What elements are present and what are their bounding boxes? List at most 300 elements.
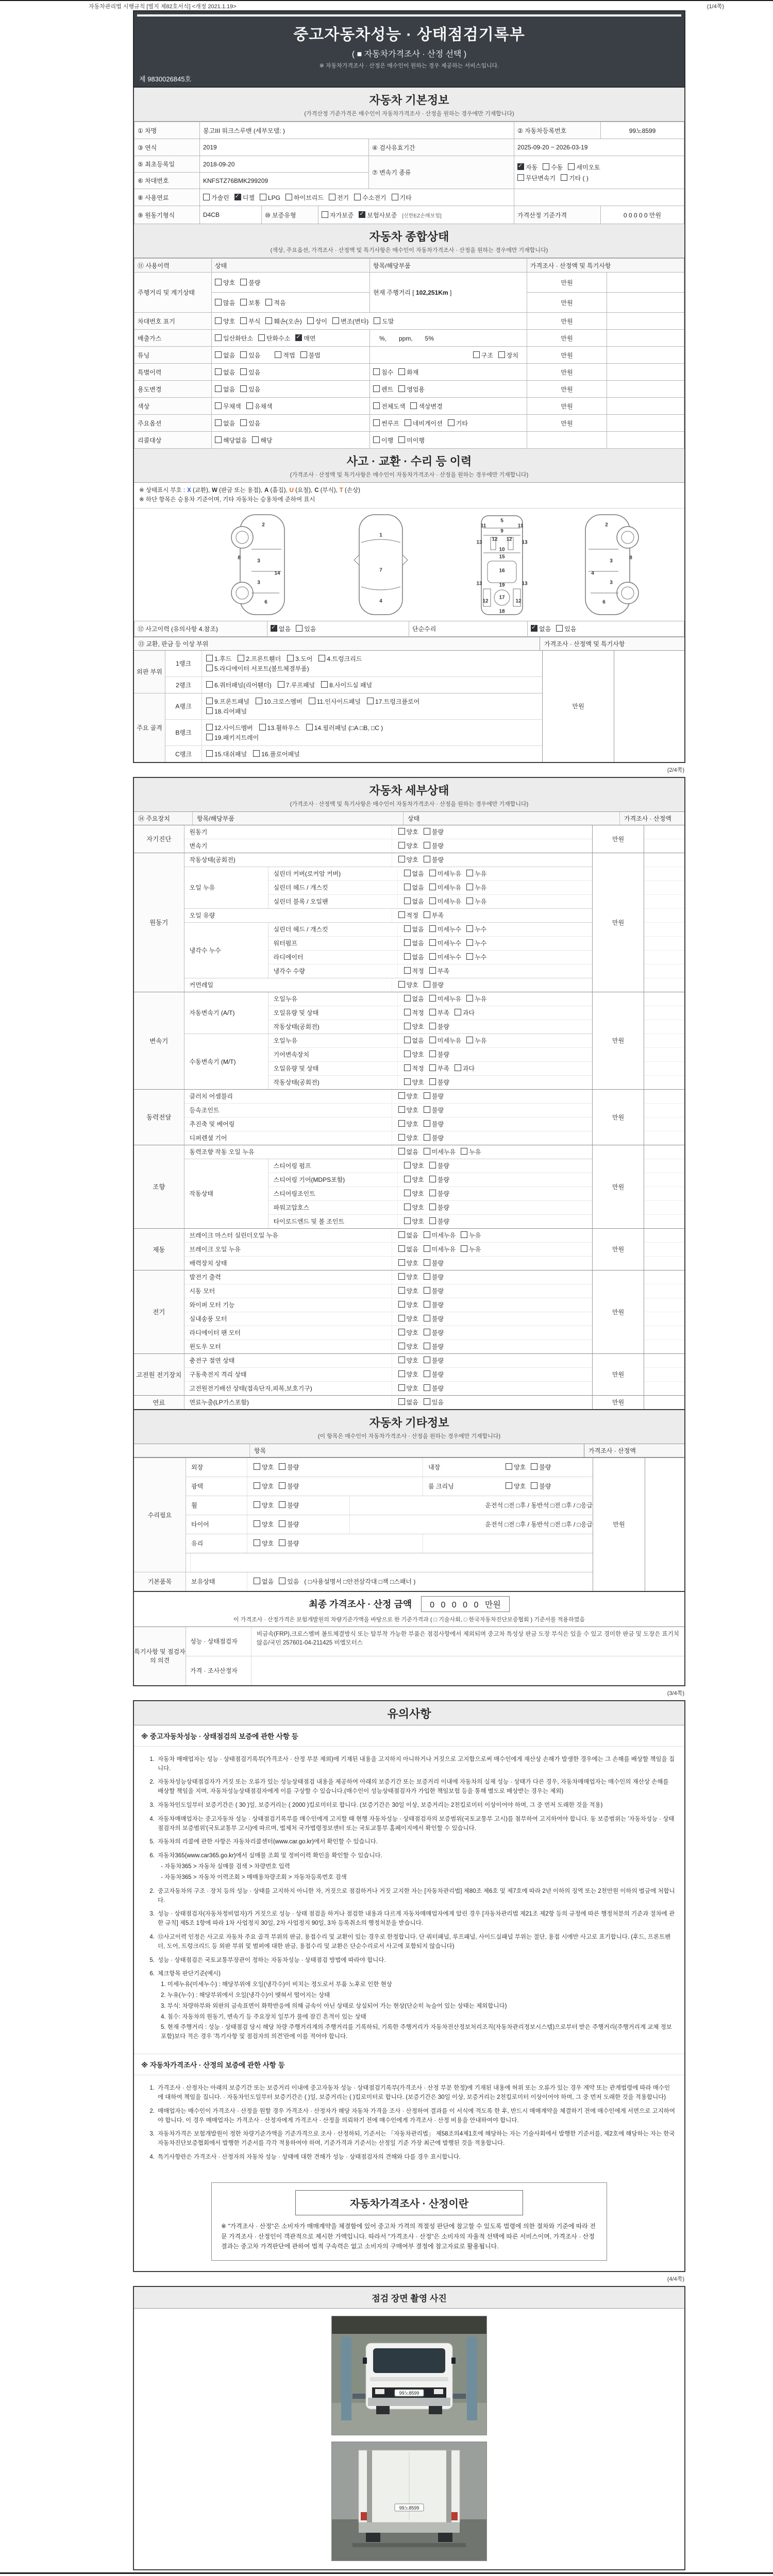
panel-item-label: 18.리어패널 — [214, 707, 247, 715]
checkbox-icon[interactable] — [466, 884, 473, 890]
checkbox-label: 있음 — [248, 419, 261, 427]
checkbox-icon[interactable] — [373, 368, 380, 375]
checkbox-icon[interactable] — [429, 939, 436, 946]
state-option — [215, 318, 235, 325]
checkbox-icon[interactable] — [206, 681, 213, 688]
checkbox-icon[interactable] — [424, 1134, 430, 1141]
checkbox-icon[interactable] — [429, 953, 436, 960]
device-item-row — [184, 1340, 592, 1353]
checkbox-label: 미세누수 — [437, 953, 462, 961]
checkbox-icon[interactable] — [429, 1037, 436, 1043]
checkbox-label: 불량 — [431, 1106, 444, 1114]
checkbox-icon[interactable] — [410, 402, 417, 409]
checkbox-icon[interactable] — [424, 1120, 430, 1127]
repair-item-label: 휠 — [186, 1496, 247, 1515]
panel-item-label: 11.인사이드패널 — [316, 698, 361, 705]
device-group — [134, 1229, 684, 1270]
checkbox-icon[interactable] — [543, 163, 549, 170]
notice-item — [143, 2130, 675, 2148]
checkbox-icon[interactable] — [252, 436, 259, 443]
checkbox-icon[interactable] — [265, 317, 272, 324]
checkbox-icon[interactable] — [215, 279, 222, 285]
checkbox-icon[interactable] — [322, 211, 328, 218]
state-option — [398, 1301, 418, 1309]
notice-item-text: 자동차매매업자는 중고자동차 성능 · 상태점검기록부를 매수인에게 고지할 때 현행 자동차성능 · 상태점검자의 보증범위(국토교통부 고시)를 첨부하여 고지하여야 합니다. 동 보증범위는 '자동차성능 · 상태점검자의 보증범위'(국토교통부 고시)에 따르며, 법제처 국가법령정보센터 또는 국토교통부 홈페이지에서 확인할 수 있습니다. — [158, 1816, 675, 1832]
state-option — [398, 1148, 418, 1156]
checkbox-label: 양호 — [412, 1162, 424, 1170]
fuel-options — [200, 189, 514, 206]
checkbox-icon[interactable] — [234, 194, 241, 200]
checkbox-icon[interactable] — [466, 925, 473, 932]
checkbox-icon[interactable] — [429, 1064, 436, 1071]
checkbox-label: 양호 — [406, 856, 418, 863]
checkbox-icon[interactable] — [424, 981, 430, 988]
checkbox-icon[interactable] — [506, 1482, 512, 1489]
checkbox-icon[interactable] — [429, 1176, 436, 1182]
checkbox-icon[interactable] — [206, 655, 213, 662]
checkbox-icon[interactable] — [461, 1148, 467, 1155]
checkbox-icon[interactable] — [254, 1578, 260, 1584]
checkbox-icon[interactable] — [404, 1078, 411, 1085]
checkbox-icon[interactable] — [424, 1287, 430, 1294]
checkbox-icon[interactable] — [373, 436, 380, 443]
checkbox-icon[interactable] — [404, 1217, 411, 1224]
checkbox-icon[interactable] — [424, 1092, 430, 1099]
checkbox-icon[interactable] — [254, 1463, 260, 1470]
label-warranty-type: ⑩ 보증유형 — [262, 206, 318, 224]
device-item-row — [268, 881, 592, 895]
checkbox-label: 부족 — [437, 1064, 449, 1072]
checkbox-icon[interactable] — [329, 194, 335, 200]
device-price-cell: 만원 — [592, 1090, 644, 1145]
repair-row — [186, 1496, 593, 1515]
checkbox-icon[interactable] — [429, 1078, 436, 1085]
panel-item-label: 17.트렁크플로어 — [375, 698, 420, 705]
price-cell: 만원 — [527, 398, 607, 415]
checkbox-icon[interactable] — [240, 299, 247, 306]
checkbox-icon[interactable] — [398, 1287, 405, 1294]
checkbox-icon[interactable] — [448, 419, 455, 426]
checkbox-icon[interactable] — [253, 750, 260, 757]
label-model-year: ③ 연식 — [135, 139, 200, 156]
checkbox-icon[interactable] — [429, 870, 436, 876]
state-option — [271, 625, 291, 633]
checkbox-icon[interactable] — [215, 402, 222, 409]
checkbox-icon[interactable] — [240, 419, 247, 426]
checkbox-icon[interactable] — [455, 1064, 461, 1071]
checkbox-icon[interactable] — [404, 953, 411, 960]
state-option — [398, 1274, 418, 1281]
status-code-legend — [134, 483, 684, 509]
checkbox-icon[interactable] — [398, 1231, 405, 1238]
checkbox-label: 가솔린 — [211, 194, 229, 201]
checkbox-label: 불량 — [437, 1162, 449, 1170]
checkbox-icon[interactable] — [424, 1357, 430, 1363]
checkbox-icon[interactable] — [506, 1463, 512, 1470]
checkbox-icon[interactable] — [404, 1023, 411, 1029]
special-history-label: 특별이력 — [135, 364, 212, 381]
title-bar-stripe — [137, 14, 681, 16]
checkbox-icon[interactable] — [398, 828, 405, 835]
checkbox-icon[interactable] — [429, 884, 436, 890]
checkbox-icon[interactable] — [246, 402, 253, 409]
checkbox-label: 불법 — [308, 351, 321, 359]
panel-number: 4 — [591, 570, 594, 577]
checkbox-label: 불량 — [287, 1501, 299, 1509]
checkbox-icon[interactable] — [215, 351, 222, 358]
checkbox-icon[interactable] — [398, 911, 405, 918]
checkbox-icon[interactable] — [404, 1009, 411, 1015]
color-label: 색상 — [135, 398, 212, 415]
checkbox-icon[interactable] — [254, 1501, 260, 1508]
checkbox-icon[interactable] — [424, 1273, 430, 1280]
checkbox-icon[interactable] — [258, 334, 265, 341]
checkbox-icon[interactable] — [398, 1148, 405, 1155]
checkbox-icon[interactable] — [206, 707, 213, 714]
device-item-label: 브레이크 오일 누유 — [184, 1243, 392, 1256]
checkbox-icon[interactable] — [240, 385, 247, 392]
checkbox-icon[interactable] — [256, 698, 262, 704]
checkbox-icon[interactable] — [398, 1301, 405, 1308]
legend-desc: (교환), — [192, 487, 210, 494]
checkbox-icon[interactable] — [279, 1520, 285, 1527]
checkbox-icon[interactable] — [455, 1009, 461, 1015]
device-item-label: 스티어링 펌프 — [268, 1159, 398, 1173]
checkbox-icon[interactable] — [517, 163, 524, 170]
checkbox-icon[interactable] — [424, 911, 430, 918]
checkbox-icon[interactable] — [300, 351, 307, 358]
notice-item-text: 자동차인도일부터 보증기간은 ( 30 )일, 보증거리는 ( 2000 )킬로미터로 합니다. (보증기간은 30일 이상, 보증거리는 2천킬로미터 이상이어야 하며, 그 중 먼저 도래한 것을 적용) — [158, 1802, 603, 1809]
state-option — [332, 318, 368, 325]
checkbox-icon[interactable] — [398, 1134, 405, 1141]
checkbox-icon[interactable] — [424, 1106, 430, 1113]
checkbox-icon[interactable] — [405, 419, 411, 426]
checkbox-icon[interactable] — [359, 211, 365, 218]
checkbox-icon[interactable] — [271, 625, 277, 632]
device-item-row — [184, 1284, 592, 1298]
device-item-label: 라디에이터 팬 모터 — [184, 1326, 392, 1340]
checkbox-icon[interactable] — [240, 317, 247, 324]
price-survey-note: ※ 자동차가격조사 · 산정은 매수인이 원하는 경우 제공하는 서비스입니다. — [319, 63, 499, 69]
emission-values: %, ppm, 5% — [370, 330, 527, 347]
device-item-label: 실내송풍 모터 — [184, 1312, 392, 1326]
checkbox-icon[interactable] — [568, 163, 575, 170]
state-option — [240, 386, 260, 393]
state-option — [429, 1204, 449, 1211]
state-option — [240, 318, 260, 325]
checkbox-icon[interactable] — [296, 625, 303, 632]
checkbox-icon[interactable] — [240, 279, 247, 285]
final-amount-unit: 만원 — [484, 1600, 501, 1609]
checkbox-icon[interactable] — [404, 967, 411, 974]
checkbox-label: 양호 — [406, 1357, 418, 1364]
checkbox-icon[interactable] — [424, 842, 430, 849]
checkbox-label: 누유 — [469, 1231, 481, 1239]
checkbox-icon[interactable] — [398, 385, 405, 392]
checkbox-icon[interactable] — [404, 1176, 411, 1182]
checkbox-label: 적정 — [406, 911, 418, 919]
checkbox-icon[interactable] — [275, 351, 281, 358]
checkbox-icon[interactable] — [215, 334, 222, 341]
note-cell — [607, 432, 684, 449]
checkbox-icon[interactable] — [206, 665, 213, 671]
checkbox-icon[interactable] — [429, 967, 436, 974]
checkbox-icon[interactable] — [466, 953, 473, 960]
checkbox-icon[interactable] — [424, 1329, 430, 1335]
checkbox-icon[interactable] — [306, 724, 313, 731]
checkbox-icon[interactable] — [517, 174, 524, 181]
checkbox-icon[interactable] — [424, 1398, 430, 1405]
checkbox-icon[interactable] — [332, 317, 339, 324]
checkbox-icon[interactable] — [240, 368, 247, 375]
checkbox-icon[interactable] — [498, 351, 505, 358]
checkbox-icon[interactable] — [265, 299, 272, 306]
checkbox-icon[interactable] — [254, 1539, 260, 1546]
device-item-label: 냉각수 수량 — [268, 964, 398, 978]
main-option-options — [212, 415, 370, 432]
checkbox-icon[interactable] — [404, 870, 411, 876]
device-note-cell — [644, 1187, 684, 1201]
checkbox-label: 없음 — [223, 351, 236, 359]
checkbox-icon[interactable] — [398, 856, 405, 862]
checkbox-icon[interactable] — [466, 870, 473, 876]
checkbox-icon[interactable] — [215, 419, 222, 426]
state-option — [429, 968, 449, 975]
checkbox-icon[interactable] — [279, 1578, 285, 1584]
rank-label: B랭크 — [165, 720, 202, 745]
checkbox-icon[interactable] — [367, 698, 374, 704]
checkbox-icon[interactable] — [279, 1501, 285, 1508]
checkbox-icon[interactable] — [287, 655, 294, 662]
checkbox-icon[interactable] — [206, 724, 213, 731]
checkbox-label: 없음 — [412, 884, 424, 891]
notice-item-text: 성능 · 상태점검은 국토교통부장관이 정하는 자동차성능 · 상태점검 방법에 따라야 합니다. — [158, 1957, 386, 1963]
checkbox-icon[interactable] — [279, 1463, 285, 1470]
checkbox-icon[interactable] — [466, 897, 473, 904]
checkbox-icon[interactable] — [404, 925, 411, 932]
mileage-label: 주행거리 및 계기상태 — [135, 273, 212, 313]
checkbox-icon[interactable] — [531, 1463, 537, 1470]
checkbox-icon[interactable] — [398, 1398, 405, 1405]
checkbox-icon[interactable] — [404, 1050, 411, 1057]
device-block — [184, 867, 592, 909]
panel-rank-table — [134, 650, 684, 762]
checkbox-icon[interactable] — [466, 939, 473, 946]
checkbox-label: 불량 — [431, 1370, 444, 1378]
checkbox-icon[interactable] — [404, 939, 411, 946]
panel-number: 13 — [476, 581, 482, 587]
checkbox-icon[interactable] — [429, 1217, 436, 1224]
checkbox-icon[interactable] — [404, 1190, 411, 1196]
checkbox-icon[interactable] — [203, 194, 210, 200]
checkbox-icon[interactable] — [260, 194, 266, 200]
checkbox-icon[interactable] — [404, 1162, 411, 1168]
state-option — [429, 926, 461, 933]
checkbox-icon[interactable] — [215, 317, 222, 324]
detail-subtitle: (가격조사 · 산정액 및 특기사항은 매수인이 자동차가격조사 · 산정을 원하는 경우에만 기재합니다) — [290, 801, 529, 807]
checkbox-icon[interactable] — [429, 925, 436, 932]
state-option — [254, 1521, 274, 1528]
checkbox-icon[interactable] — [424, 1231, 430, 1238]
checkbox-icon[interactable] — [215, 368, 222, 375]
checkbox-icon[interactable] — [307, 317, 314, 324]
checkbox-icon[interactable] — [215, 299, 222, 306]
checkbox-icon[interactable] — [373, 402, 380, 409]
checkbox-label: 전기 — [337, 194, 349, 201]
checkbox-icon[interactable] — [398, 1106, 405, 1113]
checkbox-icon[interactable] — [254, 1520, 260, 1527]
note-cell — [607, 381, 684, 398]
checkbox-icon[interactable] — [561, 174, 567, 181]
checkbox-label: 적정 — [412, 967, 424, 975]
checkbox-icon[interactable] — [424, 1301, 430, 1308]
device-note-cell — [644, 1270, 684, 1284]
checkbox-icon[interactable] — [206, 734, 213, 740]
checkbox-icon[interactable] — [398, 1273, 405, 1280]
checkbox-icon[interactable] — [398, 1245, 405, 1252]
checkbox-label: 불량 — [287, 1539, 299, 1547]
checkbox-icon[interactable] — [424, 1384, 430, 1391]
panel-item — [287, 655, 312, 663]
state-option — [398, 1329, 418, 1336]
checkbox-icon[interactable] — [279, 1539, 285, 1546]
panel-number: 12 — [506, 536, 512, 543]
checkbox-icon[interactable] — [254, 1482, 260, 1489]
checkbox-icon[interactable] — [404, 995, 411, 1002]
state-option — [275, 352, 295, 359]
accident-history-options — [267, 621, 409, 636]
checkbox-label: 불량 — [437, 1190, 449, 1197]
checkbox-label: 무단변속기 — [526, 174, 556, 182]
checkbox-icon[interactable] — [404, 884, 411, 890]
checkbox-icon[interactable] — [461, 1245, 467, 1252]
checkbox-icon[interactable] — [398, 981, 405, 988]
checkbox-icon[interactable] — [398, 1370, 405, 1377]
checkbox-icon[interactable] — [429, 1009, 436, 1015]
checkbox-icon[interactable] — [215, 385, 222, 392]
device-block — [184, 825, 592, 853]
checkbox-icon[interactable] — [354, 194, 361, 200]
checkbox-icon[interactable] — [466, 995, 473, 1002]
device-subgroup: 수동변속기 (M/T) — [184, 1034, 268, 1089]
checkbox-icon[interactable] — [404, 1204, 411, 1210]
form-regulation-ref: 자동차관리법 시행규칙 [별지 제82호서식] <개정 2021.1.19> — [89, 4, 237, 10]
panel-item — [206, 708, 247, 715]
repair-item-label: 외장 — [186, 1458, 247, 1477]
checkbox-icon[interactable] — [424, 856, 430, 862]
checkbox-icon[interactable] — [309, 698, 315, 704]
inspection-photo-rear — [331, 2442, 487, 2561]
checkbox-icon[interactable] — [429, 1190, 436, 1196]
device-note-cell — [644, 1131, 684, 1145]
checkbox-icon[interactable] — [398, 1259, 405, 1266]
device-note-cell — [644, 1396, 684, 1409]
device-item-label: 오일 유량 — [184, 909, 392, 922]
checkbox-icon[interactable] — [398, 1343, 405, 1349]
checkbox-icon[interactable] — [374, 317, 380, 324]
checkbox-icon[interactable] — [279, 1482, 285, 1489]
checkbox-label: 불량 — [431, 1315, 444, 1323]
checkbox-icon[interactable] — [398, 436, 405, 443]
checkbox-icon[interactable] — [398, 368, 405, 375]
state-option — [556, 625, 576, 633]
checkbox-icon[interactable] — [215, 436, 222, 443]
state-option — [279, 1540, 299, 1547]
checkbox-icon[interactable] — [259, 724, 266, 731]
checkbox-icon[interactable] — [278, 681, 284, 688]
checkbox-icon[interactable] — [429, 1204, 436, 1210]
checkbox-icon[interactable] — [424, 1315, 430, 1321]
repair-item-label: 광택 — [186, 1477, 247, 1496]
checkbox-icon[interactable] — [424, 1148, 430, 1155]
checkbox-icon[interactable] — [392, 194, 398, 200]
checkbox-icon[interactable] — [556, 625, 563, 632]
vin-mark-options — [212, 313, 527, 330]
checkbox-icon[interactable] — [238, 655, 244, 662]
value-engine-type: D4CB — [200, 206, 262, 224]
checkbox-icon[interactable] — [466, 1037, 473, 1043]
checkbox-icon[interactable] — [285, 194, 292, 200]
checkbox-icon[interactable] — [429, 995, 436, 1002]
checkbox-icon[interactable] — [398, 1384, 405, 1391]
checkbox-icon[interactable] — [295, 334, 302, 341]
checkbox-icon[interactable] — [404, 1037, 411, 1043]
checkbox-icon[interactable] — [318, 655, 325, 662]
checkbox-label: 적법 — [283, 351, 295, 359]
checkbox-icon[interactable] — [398, 1329, 405, 1335]
checkbox-icon[interactable] — [240, 351, 247, 358]
checkbox-label: 누수 — [475, 939, 487, 947]
page-indicator-3: (3/4쪽) — [667, 1690, 684, 1697]
checkbox-icon[interactable] — [398, 1357, 405, 1363]
panel-number: 8 — [238, 555, 241, 561]
checkbox-icon[interactable] — [531, 625, 537, 632]
checkbox-icon[interactable] — [398, 1092, 405, 1099]
checkbox-icon[interactable] — [404, 1064, 411, 1071]
legend-item — [288, 487, 313, 494]
checkbox-icon[interactable] — [398, 842, 405, 849]
checkbox-icon[interactable] — [424, 1259, 430, 1266]
checkbox-icon[interactable] — [373, 419, 380, 426]
checkbox-icon[interactable] — [424, 1245, 430, 1252]
accident-history-label: ⑫ 사고이력 (유의사항 4.참조) — [135, 621, 267, 636]
device-block — [184, 853, 592, 867]
checkbox-icon[interactable] — [429, 1162, 436, 1168]
device-subgroup: 자동변속기 (A/T) — [184, 992, 268, 1033]
checkbox-label: 양호 — [262, 1463, 274, 1471]
checkbox-icon[interactable] — [473, 351, 480, 358]
checkbox-icon[interactable] — [429, 897, 436, 904]
checkbox-icon[interactable] — [321, 681, 328, 688]
notice-item-text: 자동차의 리콜에 관한 사항은 자동차리콜센터(www.car.go.kr)에서 확인할 수 있습니다. — [158, 1839, 378, 1845]
checkbox-icon[interactable] — [206, 698, 213, 704]
checkbox-icon[interactable] — [424, 1343, 430, 1349]
checkbox-icon[interactable] — [531, 1482, 537, 1489]
current-mileage — [370, 273, 527, 313]
checkbox-icon[interactable] — [373, 385, 380, 392]
checkbox-icon[interactable] — [461, 1231, 467, 1238]
transmission-option — [517, 175, 556, 182]
checkbox-icon[interactable] — [429, 1050, 436, 1057]
checkbox-icon[interactable] — [398, 1315, 405, 1321]
checkbox-icon[interactable] — [206, 750, 213, 757]
checkbox-icon[interactable] — [424, 1370, 430, 1377]
checkbox-icon[interactable] — [404, 897, 411, 904]
checkbox-icon[interactable] — [424, 828, 430, 835]
car-damage-diagram — [141, 511, 677, 620]
checkbox-icon[interactable] — [398, 1120, 405, 1127]
checkbox-icon[interactable] — [429, 1023, 436, 1029]
